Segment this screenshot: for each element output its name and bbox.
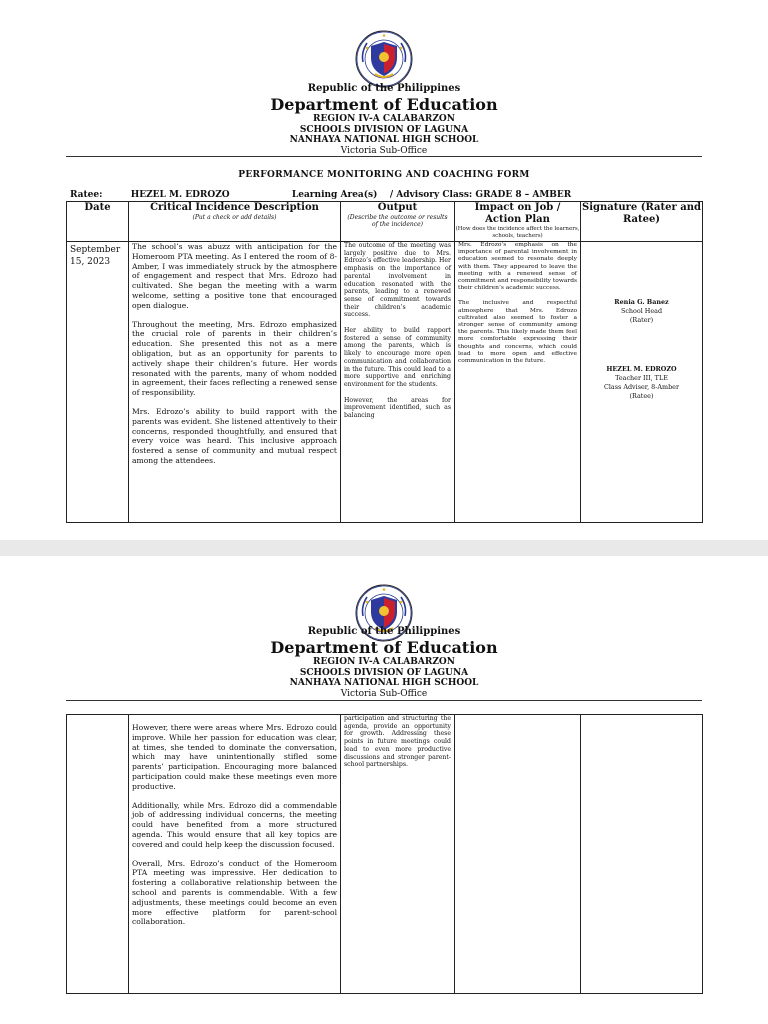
cid-cell [129,242,341,523]
division-text: SCHOOLS DIVISION OF LAGUNA [299,667,469,678]
impact-paragraph: Mrs. Edrozo’s emphasis on the importance of parental involvement in education seemed to resonate deeply with them. They appeared to leave the meeting with a renewed sense of commitment and responsibility towards their children’s academic success. [458,242,577,292]
region-text: REGION IV-A CALABARZON [313,114,455,124]
ratee-name: HEZEL M. EDROZO [130,190,230,200]
date-cell: September 15, 2023 [67,242,129,523]
region-text: REGION IV-A CALABARZON [313,657,455,667]
header-divider [66,700,702,701]
school-name: NANHAYA NATIONAL HIGH SCHOOL [289,135,479,145]
output-cell [341,242,455,523]
form-title: PERFORMANCE MONITORING AND COACHING FORM [238,170,530,180]
cid-hint: (Put a check or add details) [192,214,277,221]
page-gap [0,540,768,556]
signature-cell [581,242,703,523]
output-paragraph: Her ability to build rapport fostered a sense of community among the parents, which is likely to encourage more open communication and collaboration in the future. This could lead to a more supportive and enriching environment for the students. [344,327,451,388]
school-name: NANHAYA NATIONAL HIGH SCHOOL [289,678,479,688]
ratee-title: Teacher III, TLE [615,374,668,382]
output-paragraph: The outcome of the meeting was largely positive due to Mrs. Edrozo’s effective leadership. Her emphasis on the importance of parental involvement in education resonated with the parents, leading to a renewed sense of commitment towards their children’s academic success. [344,242,451,319]
republic-text: Republic of the Philippines [307,83,461,94]
department-title: Department of Education [270,638,498,657]
document-page-2 [0,556,768,1024]
impact-paragraph: The inclusive and respectful atmosphere that Mrs. Edrozo cultivated also seemed to foster a stronger sense of community among the parents. This likely made them feel more comfortable expressing their thoughts and concerns, which could lead to more open and effective communication in the future. [458,300,577,365]
impact-hint: (How does the incidence affect the learners, schools, teachers) [455,226,580,239]
ratee-line [70,190,571,200]
department-title: Department of Education [270,95,498,114]
header-output: Output (Describe the outcome or results of the incidence) [341,202,455,242]
header-impact: Impact on Job / Action Plan (How does the incidence affect the learners, schools, teachers) [455,202,581,242]
rater-title: School Head [620,307,663,315]
ratee-sign-name: HEZEL M. EDROZO [606,365,677,373]
letterhead [0,83,768,156]
suboffice-text: Victoria Sub-Office [340,145,428,156]
ratee-role: (Ratee) [629,392,654,400]
output-hint: (Describe the outcome or results of the incidence) [347,214,448,228]
header-cid: Critical Incidence Description (Put a check or add details) [129,202,341,242]
cid-paragraph: Additionally, while Mrs. Edrozo did a commendable job of addressing individual concerns, the meeting could have benefited from a more structured agenda. This would ensure that all key topics are covered and could help keep the discussion focused. [132,800,337,849]
output-cell [341,715,455,994]
coaching-table-continued [66,714,703,994]
rater-name: Renia G. Banez [614,298,669,306]
date-cell-empty [67,715,129,994]
signature-cell-empty [581,715,703,994]
cid-paragraph: Mrs. Edrozo’s ability to build rapport with the parents was evident. She listened attentively to their concerns, responded thoughtfully, and ensured that every voice was heard. This inclusive approach fostered a sense of community and mutual respect among the attendees. [132,406,337,465]
cid-paragraph: The school’s was abuzz with anticipation for the Homeroom PTA meeting. As I entered the room of 8-Amber, I was immediately struck by the atmosphere of engagement and respect that Mrs. Edrozo had cultivated. She began the meeting with a warm welcome, setting a positive tone that encouraged open dialogue. [132,242,337,310]
impact-cell-empty [455,715,581,994]
learning-area: Learning Area(s) / Advisory Class: GRADE 8 – AMBER [291,190,572,200]
output-paragraph: However, the areas for improvement identified, such as balancing [344,396,451,420]
output-paragraph: participation and structuring the agenda, provide an opportunity for growth. Addressing these points in future meetings could lead to even more productive discussions and stronger parent-school partnerships. [344,715,451,769]
letterhead [0,626,768,699]
rater-role: (Rater) [629,316,654,324]
cid-paragraph: Throughout the meeting, Mrs. Edrozo emphasized the crucial role of parents in their children’s education. She presented this not as a mere obligation, but as an opportunity for parents to actively shape their children’s future. Her words resonated with the parents, many of whom nodded in agreement, their faces reflecting a renewed sense of responsibility. [132,319,337,398]
header-divider [66,156,702,157]
coaching-table [66,201,703,523]
header-date: Date [67,202,129,242]
division-text: SCHOOLS DIVISION OF LAGUNA [299,124,469,135]
ratee-advisory: Class Adviser, 8-Amber [604,383,679,391]
cid-paragraph: Overall, Mrs. Edrozo’s conduct of the Homeroom PTA meeting was impressive. Her dedication to fostering a collaborative relationship between the school and parents is commendable. With a few adjustments, these meetings could become an even more effective platform for parent-school collaboration. [132,858,337,927]
header-signature: Signature (Rater and Ratee) [581,202,703,242]
republic-text: Republic of the Philippines [307,626,461,637]
cid-cell [129,715,341,994]
ratee-label: Ratee: [70,190,103,200]
impact-cell [455,242,581,523]
cid-paragraph: However, there were areas where Mrs. Edrozo could improve. While her passion for education was clear, at times, she tended to dominate the conversation, which may have unintentionally stifled some parents’ participation. Encouraging more balanced participation could make these meetings even more productive. [132,723,337,791]
deped-seal-icon [355,30,413,88]
suboffice-text: Victoria Sub-Office [340,688,428,699]
